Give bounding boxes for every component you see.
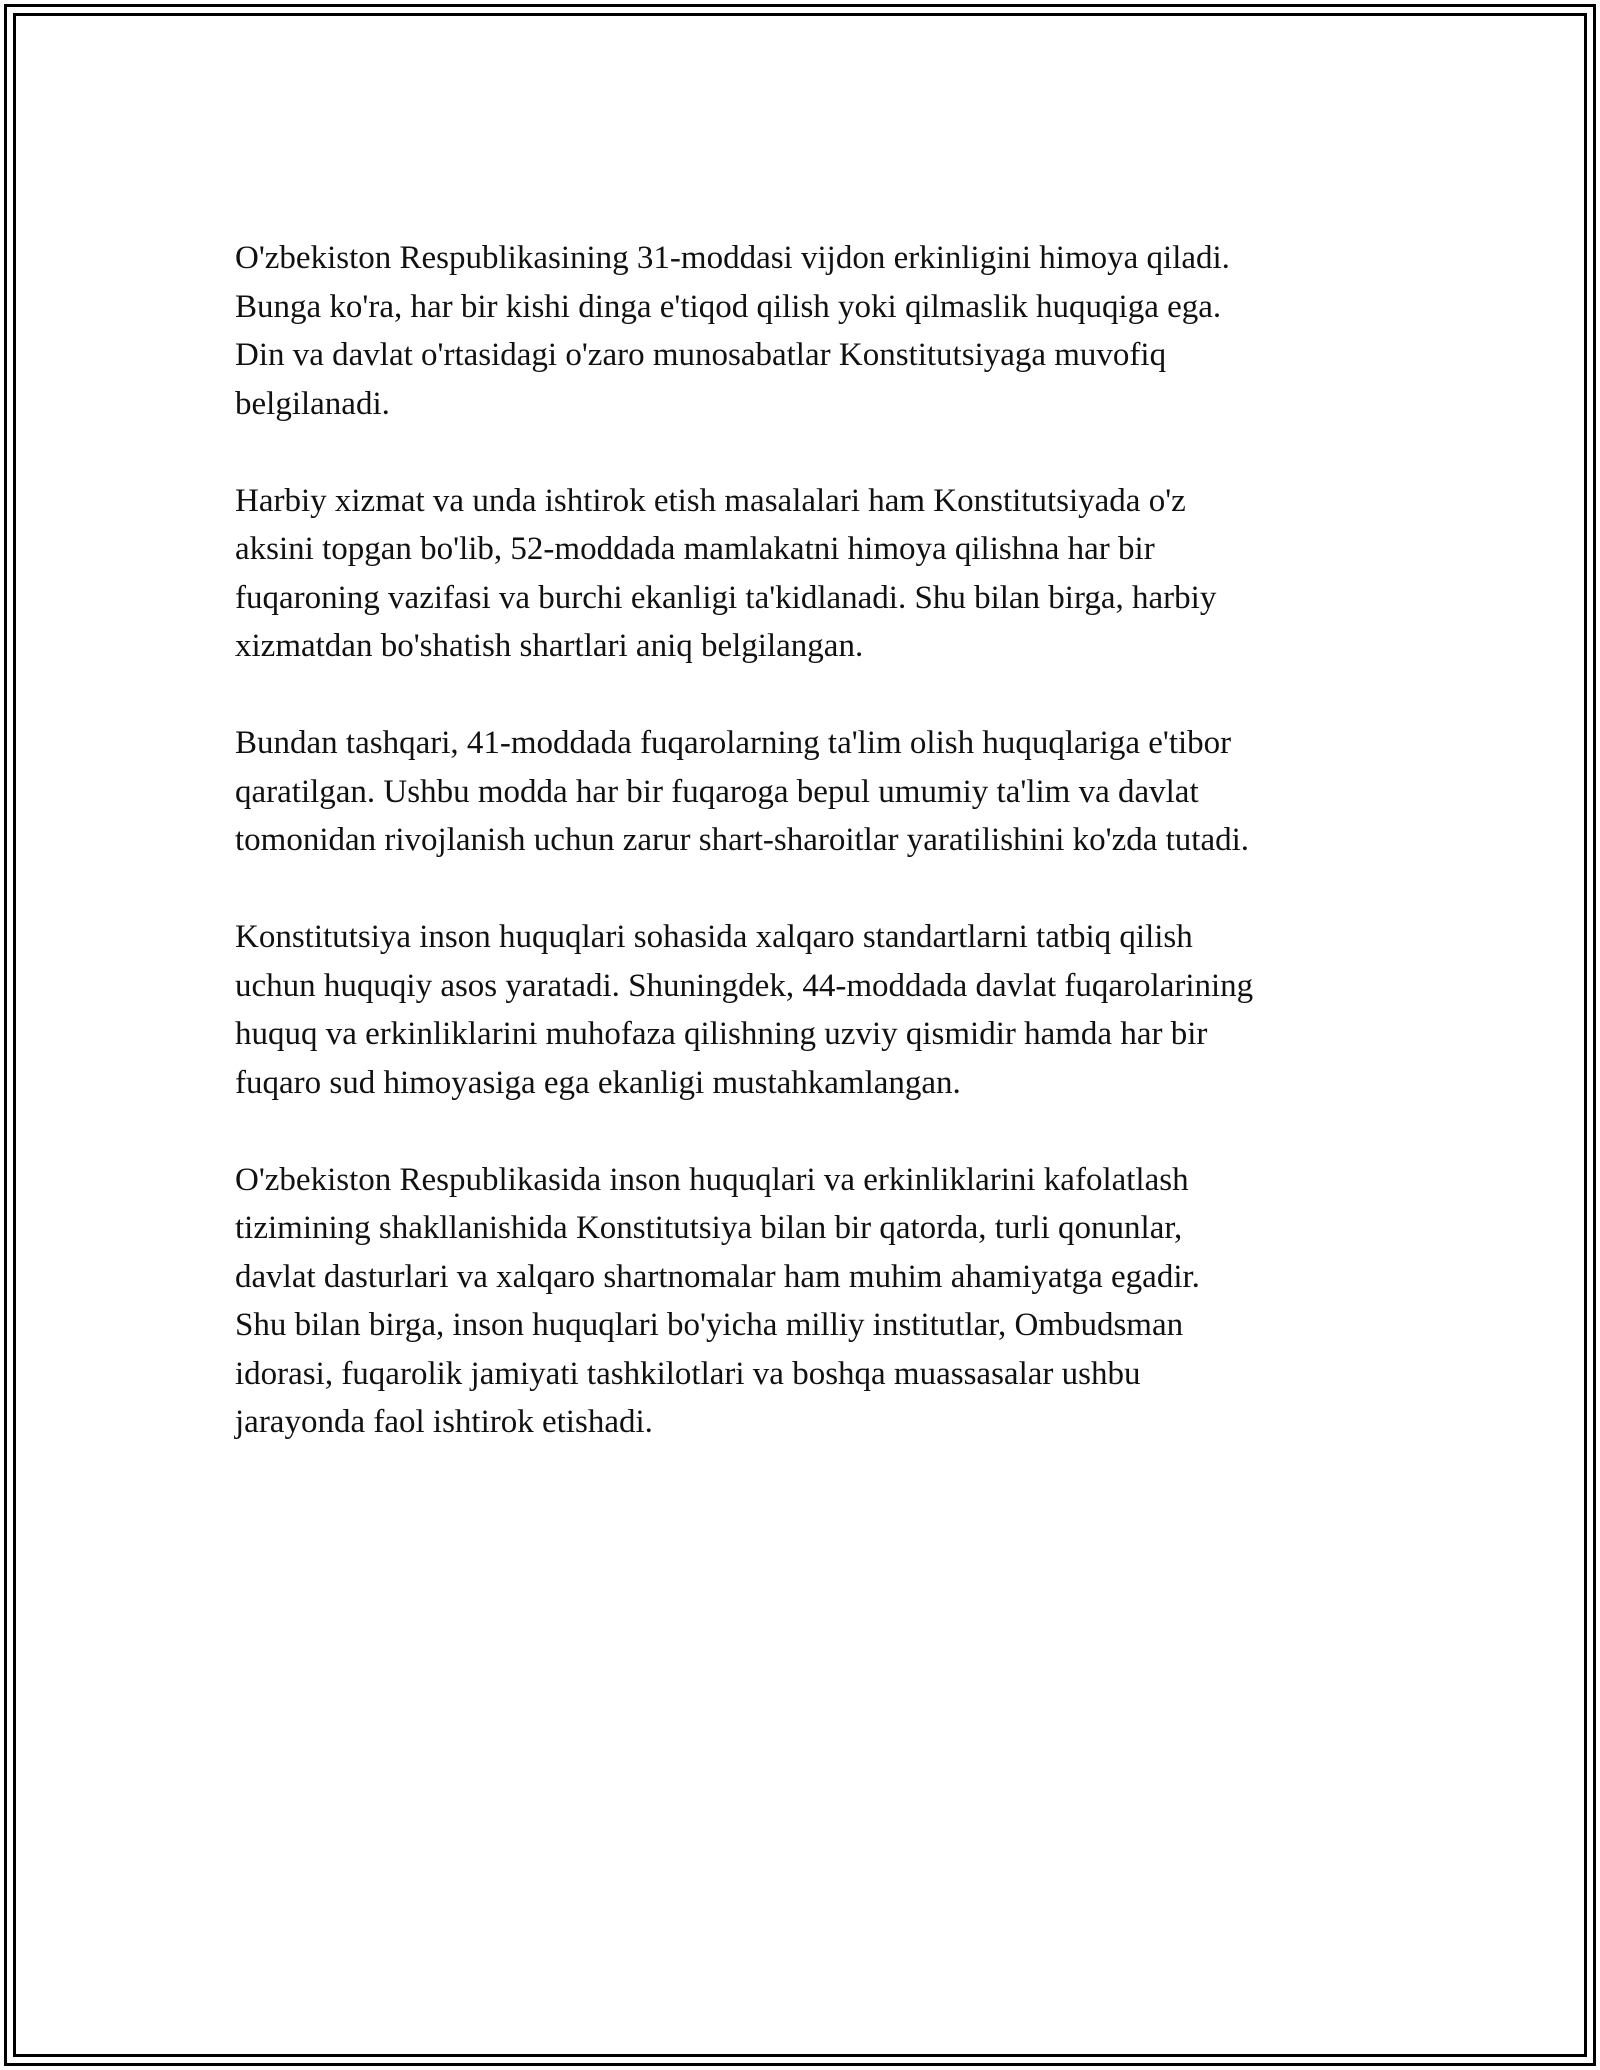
text-line: qaratilgan. Ushbu modda har bir fuqaroga bepul umumiy ta'lim va davlat xyxy=(235,773,1199,810)
text-line: fuqaro sud himoyasiga ega ekanligi mustahkamlangan. xyxy=(235,1064,961,1101)
text-line: belgilanadi. xyxy=(235,385,390,422)
paragraph-4 xyxy=(235,913,1385,1107)
paragraph-2 xyxy=(235,477,1385,671)
text-line: O'zbekiston Respublikasida inson huquqlari va erkinliklarini kafolatlash xyxy=(235,1161,1189,1198)
text-line: jarayonda faol ishtirok etishadi. xyxy=(235,1404,653,1440)
paragraph-1 xyxy=(235,234,1385,428)
text-line: fuqaroning vazifasi va burchi ekanligi ta'kidlanadi. Shu bilan birga, harbiy xyxy=(235,579,1217,616)
document-body xyxy=(235,234,1385,1495)
paragraph-3 xyxy=(235,719,1385,865)
text-line: aksini topgan bo'lib, 52-moddada mamlakatni himoya qilishna har bir xyxy=(235,531,1155,567)
text-line: xizmatdan bo'shatish shartlari aniq belgilangan. xyxy=(235,628,864,664)
text-line: O'zbekiston Respublikasining 31-moddasi vijdon erkinligini himoya qiladi. xyxy=(235,240,1230,276)
text-line: huquq va erkinliklarini muhofaza qilishning uzviy qismidir hamda har bir xyxy=(235,1016,1208,1052)
text-line: tizimining shakllanishida Konstitutsiya bilan bir qatorda, turli qonunlar, xyxy=(235,1210,1183,1246)
text-line: davlat dasturlari va xalqaro shartnomalar ham muhim ahamiyatga egadir. xyxy=(235,1258,1200,1295)
text-line: tomonidan rivojlanish uchun zarur shart-sharoitlar yaratilishini ko'zda tutadi. xyxy=(235,822,1250,858)
text-line: Shu bilan birga, inson huquqlari bo'yicha milliy institutlar, Ombudsman xyxy=(235,1307,1184,1343)
text-line: Bunga ko'ra, har bir kishi dinga e'tiqod qilish yoki qilmaslik huquqiga ega. xyxy=(235,288,1222,325)
paragraph-5 xyxy=(235,1156,1385,1447)
text-line: Konstitutsiya inson huquqlari sohasida xalqaro standartlarni tatbiq qilish xyxy=(235,919,1193,955)
text-line: uchun huquqiy asos yaratadi. Shuningdek, 44-moddada davlat fuqarolarining xyxy=(235,967,1254,1004)
text-line: Bundan tashqari, 41-moddada fuqarolarning ta'lim olish huquqlariga e'tibor xyxy=(235,725,1232,761)
text-line: idorasi, fuqarolik jamiyati tashkilotlari va boshqa muassasalar ushbu xyxy=(235,1355,1141,1392)
text-line: Harbiy xizmat va unda ishtirok etish masalalari ham Konstitutsiyada o'z xyxy=(235,482,1186,519)
text-line: Din va davlat o'rtasidagi o'zaro munosabatlar Konstitutsiyaga muvofiq xyxy=(235,337,1167,373)
